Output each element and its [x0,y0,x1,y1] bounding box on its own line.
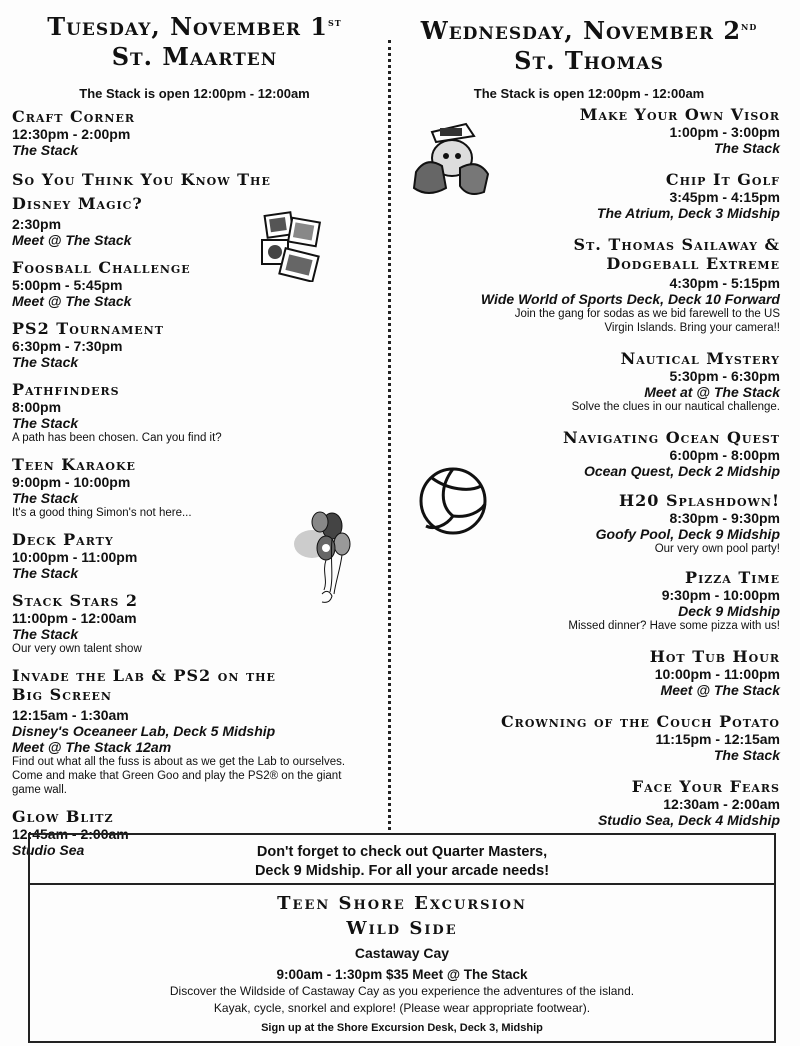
event-time: 3:45pm - 4:15pm [669,189,780,205]
event-ps2-tournament [12,319,377,370]
event-description: Solve the clues in our nautical challenge. [571,401,780,413]
event-title: Make Your Own Visor [579,105,780,124]
event-location: The Stack [12,626,79,642]
event-meeting-point: Meet @ The Stack 12am [12,739,172,755]
event-time: 12:30am - 2:00am [663,796,780,812]
day-title: Tuesday, November 1st [47,12,342,41]
event-time: 2:30pm [12,216,62,232]
event-sailaway-dodgeball [398,235,780,335]
event-title: Craft Corner [12,107,136,126]
event-description: Join the gang for sodas as we bid farewell to the US Virgin Islands. Bring your camera!! [514,308,780,334]
open-hours: The Stack is open 12:00pm - 12:00am [473,86,705,101]
event-title: Stack Stars 2 [12,591,139,610]
event-location: The Stack [12,565,79,581]
event-description: A path has been chosen. Can you find it? [12,432,222,444]
event-title: Crowning of the Couch Potato [500,712,780,731]
column-divider [388,40,391,830]
event-time: 9:00pm - 10:00pm [12,474,131,490]
excursion-heading: Teen Shore Excursion [277,893,527,914]
event-time: 1:00pm - 3:00pm [669,124,780,140]
event-location: The Stack [713,747,780,763]
event-location: Meet @ The Stack [12,232,132,248]
event-title: Invade the Lab & PS2 on the Big Screen [12,666,276,704]
event-time: 6:00pm - 8:00pm [669,447,780,463]
event-location: Meet at @ The Stack [644,384,780,400]
event-title: Chip It Golf [665,170,780,189]
event-location: The Stack [12,490,79,506]
excursion-box [28,833,776,1043]
event-location: Goofy Pool, Deck 9 Midship [595,526,780,542]
event-time: 9:30pm - 10:00pm [661,587,780,603]
port-name: St. Maarten [111,42,278,71]
event-description: Find out what all the fuss is about as we get the Lab to ourselves. Come and make that Green Goo and play the PS2® on the giant game wall. [12,756,346,796]
excursion-signup: Sign up at the Shore Excursion Desk, Deck 3, Midship [261,1022,543,1034]
tuesday-column [12,0,377,858]
event-craft-corner [12,107,377,158]
event-pathfinders [12,380,377,445]
event-location: Deck 9 Midship [678,603,780,619]
event-title: Hot Tub Hour [649,647,780,666]
event-location: The Stack [713,140,780,156]
excursion-description-1: Discover the Wildside of Castaway Cay as you experience the adventures of the island. [169,984,635,998]
event-title: Glow Blitz [12,807,114,826]
port-name: St. Thomas [514,46,664,75]
event-time: 6:30pm - 7:30pm [12,338,123,354]
event-time: 11:00pm - 12:00am [12,610,137,626]
day-title: Wednesday, November 2nd [420,16,758,45]
excursion-name: Wild Side [346,918,458,939]
event-description: Our very own pool party! [654,543,780,555]
event-pizza-time [398,568,780,633]
event-location: Meet @ The Stack [660,682,780,698]
event-title: So You Think You Know The Disney Magic? [12,170,271,213]
balloons-clipart-icon [290,510,354,610]
event-location: Wide World of Sports Deck, Deck 10 Forward [480,291,780,307]
event-location: Disney's Oceaneer Lab, Deck 5 Midship [12,723,276,739]
event-title: Teen Karaoke [12,455,136,474]
shore-excursion [30,885,774,1034]
event-title: Pathfinders [12,380,120,399]
event-title: Navigating Ocean Quest [563,428,780,447]
event-time: 12:15am - 1:30am [12,707,129,723]
event-time: 10:00pm - 11:00pm [654,666,780,682]
event-title: St. Thomas Sailaway & Dodgeball Extreme [573,235,780,273]
excursion-details: 9:00am - 1:30pm $35 Meet @ The Stack [276,967,528,982]
photos-clipart-icon [258,208,324,282]
excursion-location: Castaway Cay [354,945,450,961]
event-location: Meet @ The Stack [12,293,132,309]
event-title: H20 Splashdown! [619,491,780,510]
event-time: 4:30pm - 5:15pm [669,275,780,291]
event-title: Foosball Challenge [12,258,191,277]
event-description: Our very own talent show [12,643,142,655]
event-location: Ocean Quest, Deck 2 Midship [583,463,780,479]
event-title: PS2 Tournament [12,319,164,338]
event-location: Studio Sea [12,842,85,858]
visor-character-clipart-icon [406,118,496,202]
event-title: Deck Party [12,530,114,549]
event-time: 10:00pm - 11:00pm [12,549,138,565]
event-title: Face Your Fears [631,777,780,796]
excursion-description-2: Kayak, cycle, snorkel and explore! (Please wear appropriate footwear). [213,1001,591,1015]
event-time: 5:00pm - 5:45pm [12,277,123,293]
event-face-your-fears [398,777,780,828]
open-hours: The Stack is open 12:00pm - 12:00am [79,86,310,101]
event-time: 12:45am - 2:00am [12,826,129,842]
event-location: The Stack [12,415,79,431]
event-time: 11:15pm - 12:15am [655,731,780,747]
event-location: The Atrium, Deck 3 Midship [596,205,780,221]
reminder-line-1: Don't forget to check out Quarter Masters, [256,844,548,860]
event-time: 8:30pm - 9:30pm [669,510,780,526]
event-description: Missed dinner? Have some pizza with us! [568,620,780,632]
event-title: Pizza Time [685,568,780,587]
event-nautical-mystery [398,349,780,414]
event-location: The Stack [12,142,79,158]
event-title: Nautical Mystery [620,349,780,368]
event-time: 8:00pm [12,399,62,415]
event-time: 12:30pm - 2:00pm [12,126,131,142]
event-description: It's a good thing Simon's not here... [12,507,192,519]
event-hot-tub [398,647,780,698]
volleyball-icon [418,466,488,536]
arcade-reminder [30,835,774,885]
event-time: 5:30pm - 6:30pm [669,368,780,384]
reminder-line-2: Deck 9 Midship. For all your arcade needs! [254,863,550,879]
event-invade-the-lab [12,666,352,797]
event-location: The Stack [12,354,79,370]
event-couch-potato [398,712,780,763]
event-location: Studio Sea, Deck 4 Midship [597,812,780,828]
